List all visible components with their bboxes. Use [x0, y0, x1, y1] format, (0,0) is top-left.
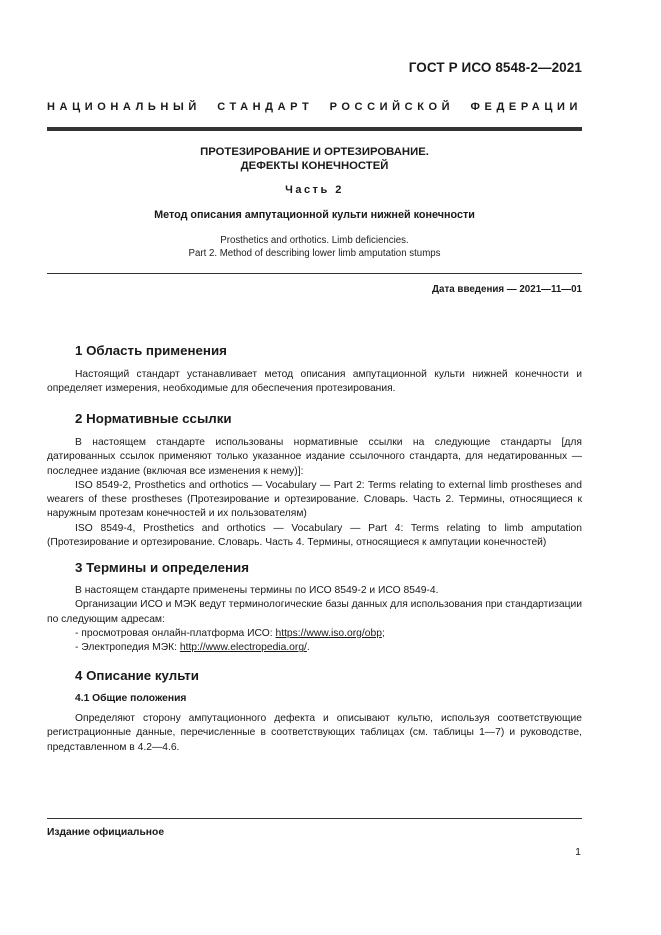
- section-1-heading: 1 Область применения: [75, 343, 227, 358]
- list-item-iso-obp: - просмотровая онлайн-платформа ИСО: https://www.iso.org/obp;: [75, 627, 385, 639]
- page-number: 1: [575, 846, 581, 858]
- national-standard-heading: НАЦИОНАЛЬНЫЙ СТАНДАРТ РОССИЙСКОЙ ФЕДЕРАЦИИ: [47, 101, 582, 113]
- title-line-2: ДЕФЕКТЫ КОНЕЧНОСТЕЙ: [240, 160, 389, 172]
- section-4-paragraph-1: Определяют сторону ампутационного дефекта и описывают культю, используя соответствующие регистрационные данные, перечисленные в соответствующих таблицах (см. таблицы 1—7) и руководстве, представленном в 4.2—4.6.: [47, 713, 582, 753]
- section-4-body: [47, 712, 582, 755]
- document-title: [47, 145, 582, 173]
- official-edition-label: Издание официальное: [47, 827, 165, 838]
- title-line-1: ПРОТЕЗИРОВАНИЕ И ОРТЕЗИРОВАНИЕ.: [200, 146, 429, 158]
- list-item-electropedia: - Электропедия МЭК: http://www.electropedia.org/.: [75, 642, 310, 654]
- section-3-paragraph-1: В настоящем стандарте применены термины по ИСО 8549-2 и ИСО 8549-4.: [75, 585, 439, 596]
- part-label: Часть 2: [285, 184, 344, 196]
- header-rule: [47, 127, 582, 131]
- subsection-4-1-heading: 4.1 Общие положения: [75, 693, 187, 704]
- document-code: ГОСТ Р ИСО 8548-2—2021: [408, 60, 582, 75]
- section-2-reference-iso-8549-2: ISO 8549-2, Prosthetics and orthotics — Vocabulary — Part 2: Terms relating to external limb prostheses and wearers of these prostheses (Протезирование и ортезирование. Словарь. Часть 2. Термины, относящиеся к наружным протезам конечностей и их пользователям): [47, 479, 582, 520]
- english-title: [47, 234, 582, 260]
- section-3-paragraph-2: Организации ИСО и МЭК ведут терминологические базы данных для использования при стандартизации по следующим адресам:: [47, 599, 582, 625]
- english-title-line-2: Part 2. Method of describing lower limb amputation stumps: [188, 248, 441, 259]
- section-2-paragraph-1: В настоящем стандарте использованы нормативные ссылки на следующие стандарты [для датированных ссылок применяют только указанное издание ссылочного стандарта, для недатированных — последнее издание (включая все изменения к нему)]:: [47, 437, 582, 477]
- english-title-line-1: Prosthetics and orthotics. Limb deficiencies.: [220, 235, 409, 246]
- section-4-heading: 4 Описание культи: [75, 668, 199, 683]
- section-3-body: [47, 584, 582, 655]
- section-2-body: [47, 436, 582, 550]
- section-3-heading: 3 Термины и определения: [75, 560, 249, 575]
- effective-date: Дата введения — 2021—11—01: [432, 284, 582, 295]
- section-1-body: [47, 368, 582, 397]
- document-subtitle: Метод описания ампутационной культи нижней конечности: [154, 209, 475, 221]
- section-1-paragraph: Настоящий стандарт устанавливает метод описания ампутационной культи нижней конечности и определяет измерения, необходимые для обеспечения протезирования.: [47, 369, 582, 395]
- section-2-heading: 2 Нормативные ссылки: [75, 411, 232, 426]
- iso-obp-link[interactable]: https://www.iso.org/obp: [275, 627, 382, 639]
- title-divider: [47, 273, 582, 274]
- section-2-reference-iso-8549-4: ISO 8549-4, Prosthetics and orthotics — Vocabulary — Part 4: Terms relating to limb amputation (Протезирование и ортезирование. Словарь. Часть 4. Термины, относящиеся к ампутации конечностей): [47, 522, 582, 549]
- electropedia-link[interactable]: http://www.electropedia.org/: [179, 642, 307, 654]
- footer-rule: [47, 818, 582, 819]
